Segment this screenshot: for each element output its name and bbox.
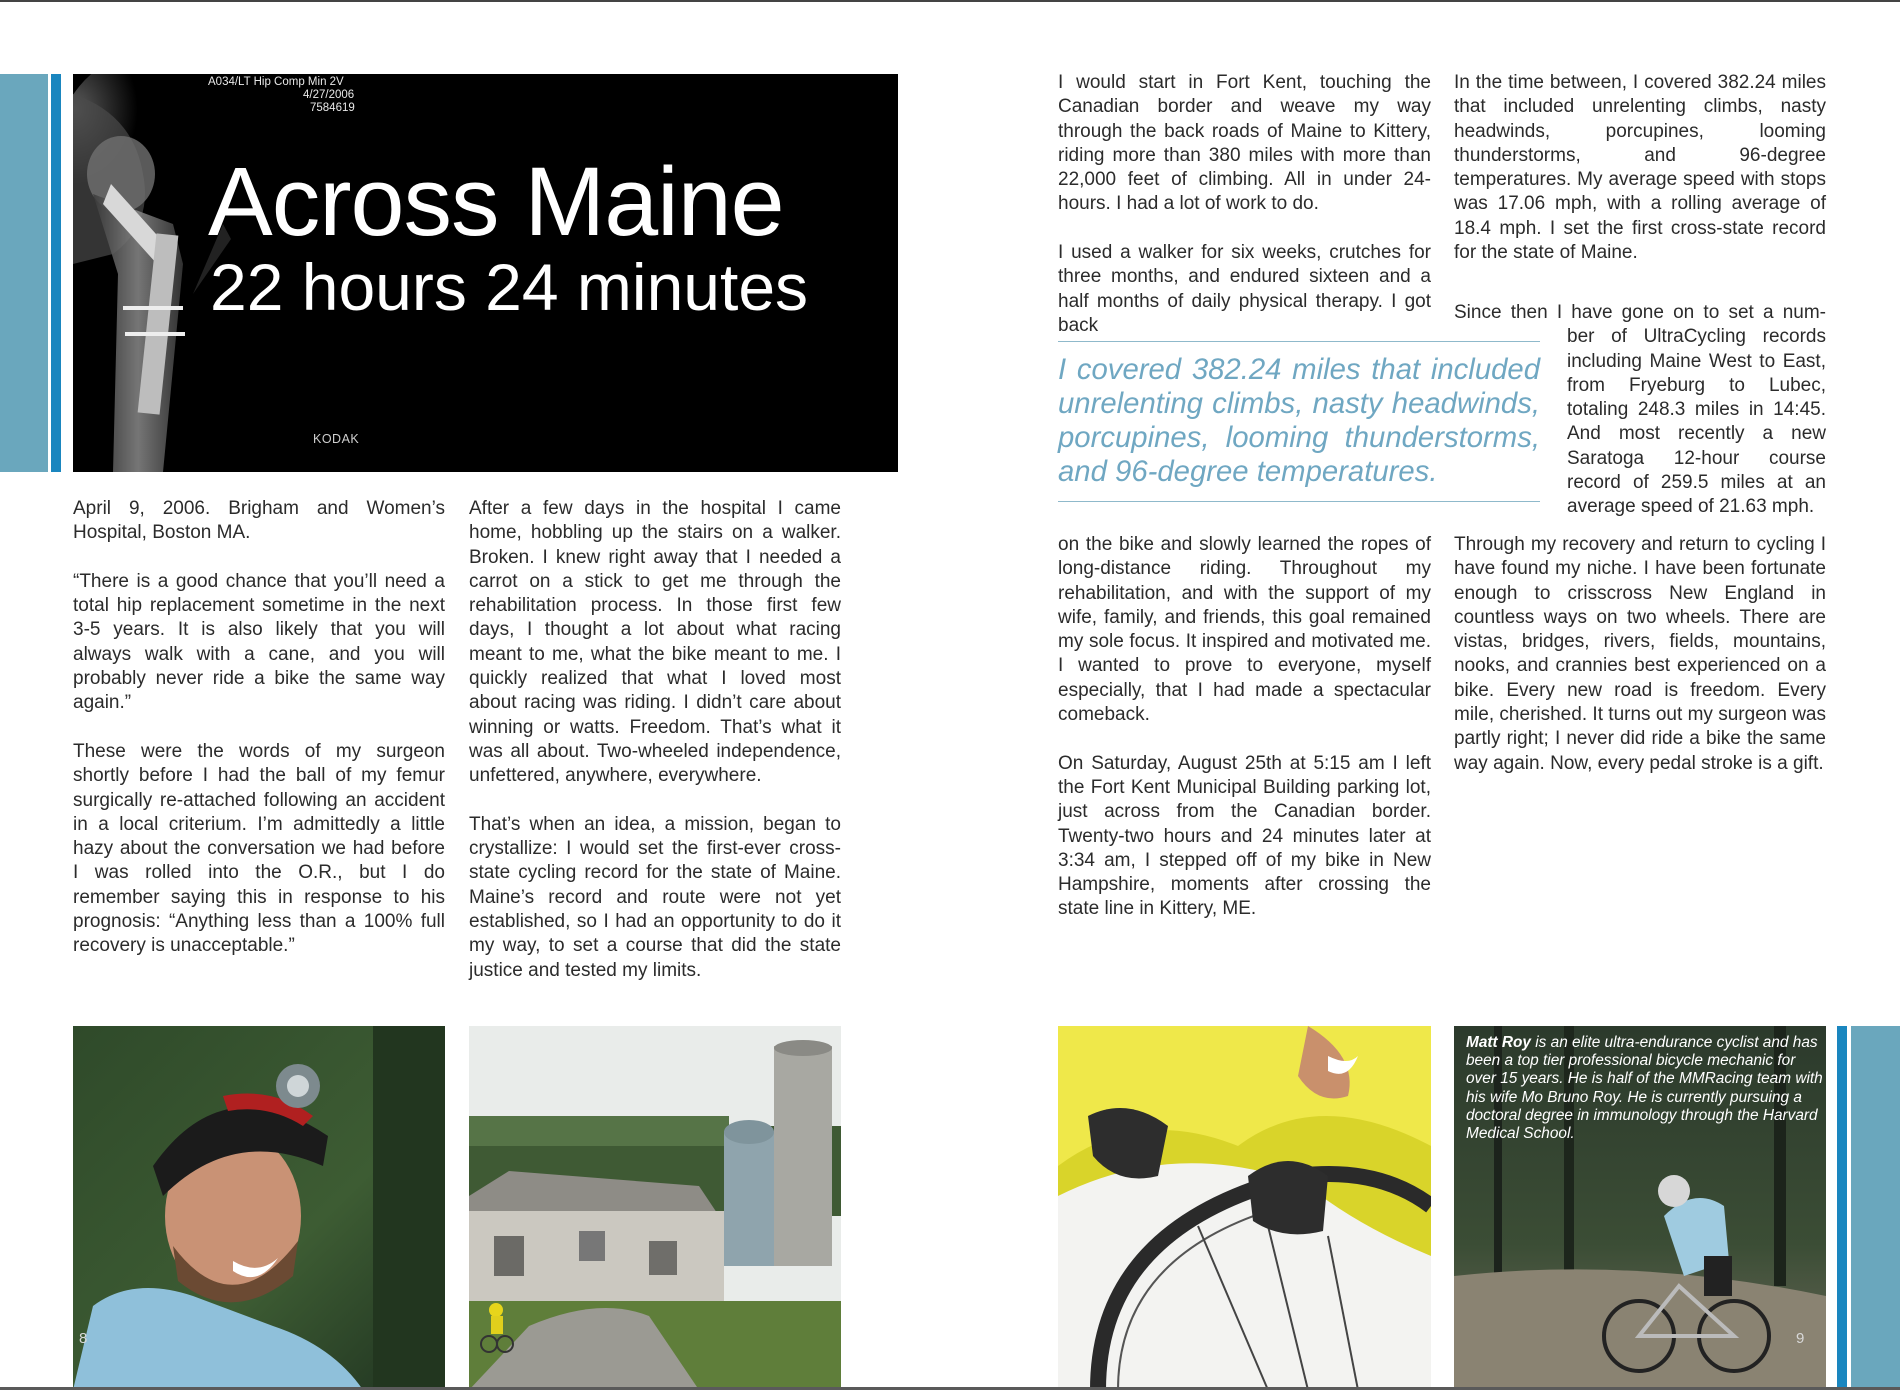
paragraph: I would start in Fort Kent, touching the Canadian border and weave my way through the back roads of Maine to Kittery, riding more than 380 miles with more than 22,000 feet of climbing. All in under 24-hours. I had a lot of work to do. [1058, 72, 1431, 215]
text-column-3-bottom [1058, 533, 1431, 922]
xray-label-line1: A034/LT Hip Comp Min 2V [208, 76, 344, 88]
paragraph: In the time between, I covered 382.24 miles that included unrelenting climbs, nasty headwinds, porcupines, looming thunderstorms, and 96-degree temperatures. My average speed with stops was 17.06 mph, with a rolling average of 18.4 mph. I set the first cross-state record for the state of Maine. [1454, 72, 1826, 264]
photo-caption [1466, 1034, 1824, 1143]
page-number-right: 9 [1796, 1330, 1805, 1347]
xray-metadata [208, 76, 355, 115]
xray-label-id: 7584619 [310, 102, 355, 114]
xray-header-image [73, 74, 898, 472]
wrap-lead-line: Since then I have gone on to set a num- [1454, 302, 1826, 323]
paragraph: These were the words of my surgeon shortly before I had the ball of my femur surgically re-attached following an accident in a local criterium. I’m admittedly a little hazy about the conversation we had before I was rolled into the O.R., but I do remember saying this in response to his prognosis: “Anything less than a 100% full recovery is unacceptable.” [73, 740, 445, 957]
photo-cyclist-portrait [73, 1026, 445, 1390]
paragraph: on the bike and slowly learned the ropes of long-distance riding. Throughout my rehabilitation, and with the support of my wife, family, and friends, this goal remained my sole focus. It inspired and motivated me. I wanted to prove to everyone, myself especially, that I had made a spectacular comeback. [1058, 534, 1431, 726]
left-accent-bar [51, 74, 61, 472]
paragraph: Through my recovery and return to cycling I have found my niche. I have been fortunate enough to crisscross New England in countless ways on two wheels. There are vistas, bridges, rivers, fields, mountains, nooks, and crannies best experienced on a bike. Every new road is freedom. Every mile, cherished. It turns out my surgeon was partly right; I never did ride a bike the same way again. Now, every pedal stroke is a gift. [1454, 534, 1826, 774]
paragraph: I used a walker for six weeks, crutches for three months, and endured sixteen and a half months of daily physical therapy. I got back [1058, 242, 1431, 336]
text-column-2 [469, 497, 841, 983]
photo-tire-repair [1058, 1026, 1431, 1390]
xray-label-date: 4/27/2006 [303, 89, 355, 101]
article-subtitle: 22 hours 24 minutes [210, 250, 809, 324]
text-column-4-bottom [1454, 533, 1826, 776]
paragraph: That’s when an idea, a mission, began to crystallize: I would set the first-ever cross-state cycling record for the state of Maine. Maine’s record and route were not yet established, so I had an opportunity to do it my way, to set a course that did the state justice and tested my limits. [469, 813, 841, 981]
wrap-indented-text: ber of UltraCycling records including Maine West to East, from Fryeburg to Lubec, totaling 248.3 miles in 14:45. And most recently a new Saratoga 12-hour course record of 259.5 miles at an average speed of 21.63 mph. [1567, 326, 1826, 518]
top-rule [0, 0, 1900, 2]
caption-text: is an elite ultra-endurance cyclist and has been a top tier professional bicycle mechanic for over 15 years. He is half of the MMRacing team with his wife Mo Bruno Roy. He is currently pursuing a doctoral degree in immunology through the Harvard Medical School. [1466, 1034, 1823, 1143]
text-column-1 [73, 497, 445, 959]
text-column-4-top [1454, 71, 1826, 265]
paragraph: April 9, 2006. Brigham and Women’s Hospital, Boston MA. [73, 498, 445, 544]
text-column-3-top [1058, 71, 1431, 338]
xray-brand-label: KODAK [313, 432, 360, 446]
left-color-bar [0, 74, 48, 472]
page-number-left: 8 [79, 1330, 88, 1347]
right-color-bar [1851, 1026, 1900, 1390]
pull-quote-text: I covered 382.24 miles that included unrelenting climbs, nasty headwinds, porcupines, looming thunderstorms, and 96-degree temperatures. [1058, 353, 1540, 488]
caption-name: Matt Roy [1466, 1034, 1531, 1051]
photo-barn-silos [469, 1026, 841, 1390]
right-accent-bar [1837, 1026, 1847, 1390]
paragraph: On Saturday, August 25th at 5:15 am I left the Fort Kent Municipal Building parking lot, just across from the Canadian border. Twenty-two hours and 24 minutes later at 3:34 am, I stepped off of my bike in New Hampshire, moments after crossing the state line in Kittery, ME. [1058, 752, 1431, 920]
article-title: Across Maine [208, 147, 784, 256]
paragraph: “There is a good chance that you’ll need a total hip replacement sometime in the next 3-5 years. It is also likely that you will always walk with a cane, and you will probably never ride a bike the same way again.” [73, 570, 445, 714]
paragraph: After a few days in the hospital I came home, hobbling up the stairs on a walker. Broken. I knew right away that I needed a carrot on a stick to get me through the rehabilitation process. In those first few days, I thought a lot about what racing meant to me, what the bike meant to me. I quickly realized that what I loved most about racing was riding. I didn’t care about winning or watts. Freedom. That’s what it was all about. Two-wheeled independence, unfettered, anywhere, everywhere. [469, 498, 841, 787]
text-column-4-wrap [1454, 301, 1826, 520]
